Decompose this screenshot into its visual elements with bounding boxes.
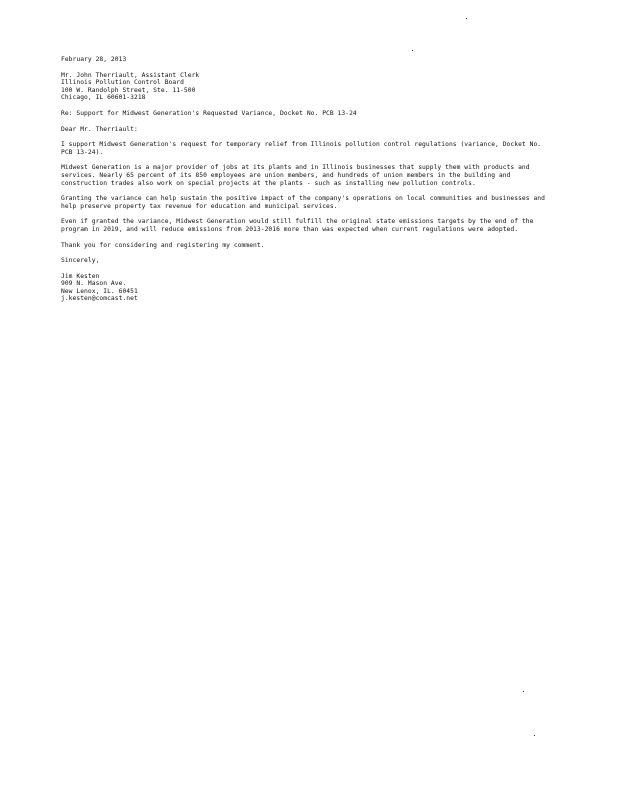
body-paragraph: I support Midwest Generation's request for temporary relief from Illinois pollution control regulations (variance, Docket No. PCB 13-24). [61, 141, 542, 156]
scan-speck [412, 50, 413, 51]
recipient-line: Mr. John Therriault, Assistant Clerk [61, 71, 200, 79]
scan-speck [523, 691, 524, 692]
letter-body [61, 56, 561, 303]
signature-name: Jim Kesten [61, 272, 100, 280]
letter-date: February 28, 2013 [61, 56, 127, 63]
signature-city: New Lenox, IL. 60451 [61, 287, 138, 295]
body-paragraph: Midwest Generation is a major provider of jobs at its plants and in Illinois businesses that supply them with products and services. Nearly 65 percent of its 850 employees are union members, and hundreds of union members in the building and construction trades also work on special projects at the plants - such as installing new pollution controls. [61, 164, 530, 187]
scan-speck [466, 18, 467, 19]
signature-email: j.kesten@comcast.net [61, 295, 138, 303]
recipient-line: Chicago, IL 60601-3218 [61, 94, 146, 102]
closing: Sincerely, [61, 257, 100, 265]
signature-block [61, 273, 561, 303]
body-paragraph: Even if granted the variance, Midwest Generation would still fulfill the original state emissions targets by the end of the program in 2019, and will reduce emissions from 2013-2016 more than was expected when current regulations were adopted. [61, 218, 534, 233]
signature-street: 909 N. Mason Ave. [61, 280, 127, 288]
recipient-line: 100 W. Randolph Street, Ste. 11-500 [61, 86, 196, 94]
recipient-address [61, 72, 561, 102]
body-paragraph: Thank you for considering and registering my comment. [61, 241, 265, 249]
scan-speck [534, 735, 535, 736]
body-paragraph: Granting the variance can help sustain the positive impact of the company's operations on local communities and businesses and help preserve property tax revenue for education and municipal services. [61, 195, 545, 210]
subject-line: Re: Support for Midwest Generation's Requested Variance, Docket No. PCB 13-24 [61, 109, 357, 117]
recipient-line: Illinois Pollution Control Board [61, 79, 184, 87]
salutation: Dear Mr. Therriault: [61, 125, 138, 133]
